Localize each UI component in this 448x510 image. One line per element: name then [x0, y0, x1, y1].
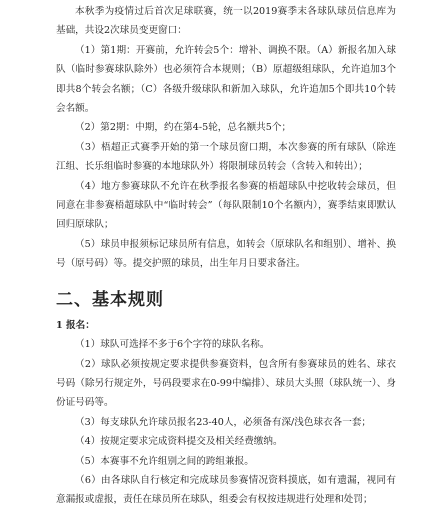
- subsection-heading: 1 报名：: [56, 319, 95, 331]
- rule-4-paragraph: （4）地方参赛球队不允许在秋季报名参赛的梧超球队中挖收转会球员，但同意在非参赛梧超球队中“临时转会”（每队限制10个名额内），赛季结束即默认回归原球队；: [56, 180, 396, 231]
- window-2-paragraph: （2）第2期：中期，约在第4-5轮，总名额共5个；: [75, 122, 292, 134]
- registration-item-3: （3）每支球队允许球员报名23-40人，必须备有深/浅色球衣各一套；: [75, 416, 372, 428]
- registration-item-2: （2）球队必须按规定要求提供参赛资料，包含所有参赛球员的姓名、球衣号码（除另行规定外，号码段要求在0-99中编排）、球员大头照（球队统一）、身份证号码等。: [56, 358, 396, 409]
- section-heading: 二、基本规则: [56, 289, 164, 310]
- rule-5-paragraph: （5）球员申报须标记球员所有信息，如转会（原球队名和组别）、增补、换号（原号码）等。提交护照的球员，出生年月日要求备注。: [56, 238, 396, 270]
- rule-3-paragraph: （3）梧超正式赛季开始的第一个球员窗口期，本次参赛的所有球队（除连江组、长乐组临时参赛的本地球队外）将限制球员转会（含转入和转出）；: [56, 141, 396, 173]
- intro-paragraph: 本秋季为疫情过后首次足球联赛，统一以2019赛季末各球队球员信息库为基础，共设2次球员变更窗口：: [56, 6, 396, 37]
- window-1-paragraph: （1）第1期：开赛前，允许转会5个：增补、调换不限。（A）新报名加入球队（临时参赛球队除外）也必须符合本规则；（B）原超级组球队，允许追加3个即共8个转会名额；（C）各级升级球队和新加入球队，允许追加5个即共10个转会名额。: [56, 44, 396, 115]
- registration-item-5: （5）本赛事不允许组别之间的跨组兼报。: [75, 455, 254, 467]
- registration-item-6: （6）由各球队自行核定和完成球员参赛情况资料摸底，如有遗漏，视同有意漏报或虚报，责任在球员所在球队，组委会有权按违规进行处理和处罚；: [56, 474, 396, 506]
- registration-item-4: （4）按规定要求完成资料提交及相关经费缴纳。: [75, 436, 283, 448]
- registration-item-1: （1）球队可选择不多于6个字符的球队名称。: [75, 339, 270, 351]
